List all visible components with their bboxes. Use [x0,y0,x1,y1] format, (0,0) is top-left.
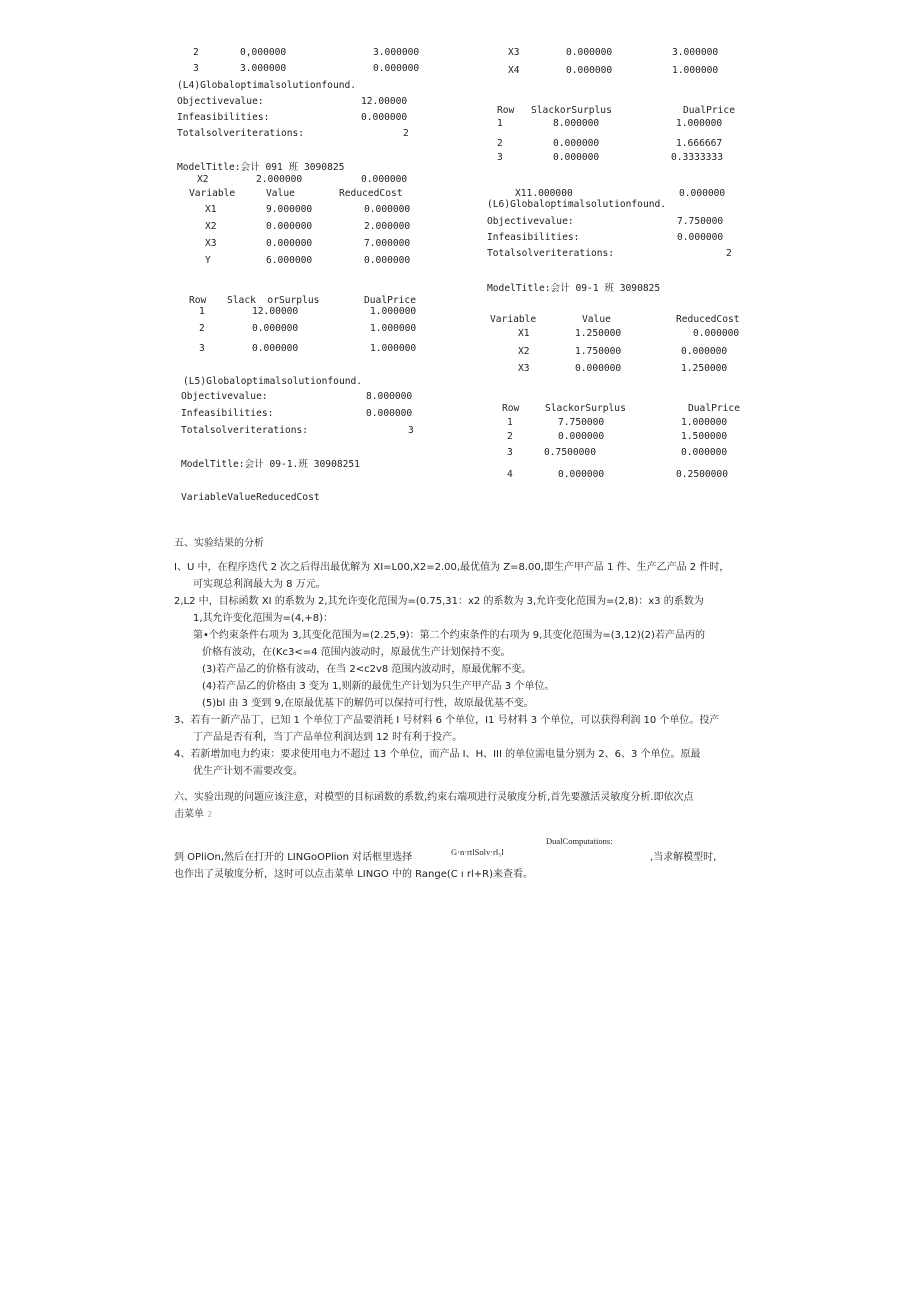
row-slack: 7.750000 [558,417,605,428]
column-header: SlackorSurplus [531,105,612,116]
paragraph-line: 丁产品是否有利，当丁产品单位利润达到 12 时有利于投产。 [193,732,463,743]
var-name: X3 [518,363,530,374]
var-value: 0.000000 [566,65,613,76]
stat-label: Infeasibilities: [177,112,270,123]
column-header: Row [497,105,515,116]
stat-label: Infeasibilities: [181,408,274,419]
paragraph-line: 1,其允许变化范围为=(4,+8)： [193,613,334,624]
paragraph-text: ,当求解模型时, [650,852,717,863]
row-dual: 1.000000 [681,417,728,428]
var-value: 0.000000 [266,221,313,232]
row-dual: 1.000000 [370,306,417,317]
paragraph-line: 也作出了灵敏度分析，这时可以点击菜单 LINGO 中的 Range(C ı rl+R)来查看。 [174,869,533,880]
row-dual: 1.500000 [681,431,728,442]
var-value: 1.750000 [575,346,622,357]
column-header: DualPrice [688,403,740,414]
analysis-item-1 [174,559,754,780]
column-header: Row [502,403,520,414]
paragraph-line: (5)bl 由 3 变到 9,在原最优基下的解仍可以保持可行性，故原最优基不变。 [202,698,534,709]
var-name: X1 [205,204,217,215]
var-value: 1.250000 [575,328,622,339]
stat-value: 7.750000 [677,216,724,227]
var-reduced-cost: 0.000000 [693,328,740,339]
row-slack: 0.000000 [558,469,605,480]
row-index: 2 [199,323,205,334]
row-value: 3.000000 [240,63,287,74]
column-header: DualPrice [364,295,416,306]
stat-label: Objectivevalue: [181,391,268,402]
paragraph-line: 2,L2 中，目标函数 XI 的系数为 2,其允许变化范围为=(0.75,31：x2 的系数为 3,允许变化范围为=(2,8)：x3 的系数为 [174,596,704,607]
row-value: 3.000000 [373,47,420,58]
row-dual: 0.000000 [681,447,728,458]
column-header: VariableValueReducedCost [181,492,320,503]
row-index: 1 [497,118,503,129]
paragraph-line: 第•个约束条件右项为 3,其变化范围为=(2.25,9)：第二个约束条件的右项为 9,其变化范围为=(3,12)(2)若产品丙的 [193,630,705,641]
row-dual: 1.000000 [370,343,417,354]
paragraph-line: 价格有波动，在(Kc3<=4 范围内波动时，原最优生产计划保持不变。 [202,647,511,658]
row-dual: 1.000000 [676,118,723,129]
var-reduced-cost: 3.000000 [672,47,719,58]
row-slack: 8.000000 [553,118,600,129]
row-index: 4 [507,469,513,480]
solver-option-text: G·n·rtlSolv·r‖₅l [451,847,504,857]
var-value: 6.000000 [266,255,313,266]
var-reduced-cost: 0.000000 [681,346,728,357]
row-index: 3 [507,447,513,458]
row-dual: 0.3333333 [671,152,723,163]
row-index: 1 [507,417,513,428]
row-dual: 0.2500000 [676,469,728,480]
paragraph-line [174,806,754,823]
var-value: 2.000000 [256,174,303,185]
var-reduced-cost: 0.000000 [364,255,411,266]
var-name: Y [205,255,211,266]
row-index: 2 [507,431,513,442]
var-name: X3 [205,238,217,249]
var-row: X11.000000 [515,188,573,199]
var-reduced-cost: 0.000000 [679,188,726,199]
var-name: X2 [518,346,530,357]
row-slack: 0.000000 [553,138,600,149]
dual-computations-label: DualComputations: [546,836,613,846]
column-header: ReducedCost [339,188,403,199]
paragraph-line: (4)若产品乙的价格由 3 变为 1,则新的最优生产计划为只生产甲产品 3 个单位。 [202,681,555,692]
paragraph-line: 3、若有一新产品丁，已知 1 个单位丁产品要消耗 I 号材料 6 个单位，I1 号材料 3 个单位，可以获得利润 10 个单位。投产 [174,715,720,726]
row-slack: 0.000000 [558,431,605,442]
column-header: Slack orSurplus [227,295,320,306]
var-name: X2 [197,174,209,185]
row-index: 2 [193,47,199,58]
stat-value: 0.000000 [366,408,413,419]
var-reduced-cost: 0.000000 [361,174,408,185]
stat-value: 12.00000 [361,96,408,107]
row-slack: 0.000000 [252,343,299,354]
column-header: Value [582,314,611,325]
row-value: 0,000000 [240,47,287,58]
paragraph-line: 六、实验出现的问题应该注意，对模型的目标函数的系数,约束右端项进行灵敏度分析,首先要激活灵敏度分析.即依次点 [174,792,694,803]
var-value: 0.000000 [566,47,613,58]
var-reduced-cost: 0.000000 [364,204,411,215]
row-dual: 1.000000 [370,323,417,334]
column-header: Variable [189,188,236,199]
var-name: X2 [205,221,217,232]
row-index: 3 [497,152,503,163]
var-reduced-cost: 1.000000 [672,65,719,76]
stat-label: Totalsolveriterations: [487,248,615,259]
section-heading: 五、实验结果的分析 [174,538,264,549]
row-index: 1 [199,306,205,317]
paragraph-line: 优生产计划不需要改变。 [193,766,303,777]
var-reduced-cost: 2.000000 [364,221,411,232]
stat-label: Totalsolveriterations: [177,128,305,139]
row-dual: 1.666667 [676,138,723,149]
column-header: Variable [490,314,537,325]
model-title: ModelTitle:会计 09-1.班 30908251 [181,459,360,470]
paragraph-line: 可实现总利润最大为 8 万元。 [193,579,326,590]
menu-text: 击菜单 [174,809,204,820]
stat-value: 2 [403,128,409,139]
solution-found-label: (L4)Globaloptimalsolutionfound. [177,80,357,91]
solution-found-label: (L6)Globaloptimalsolutionfound. [487,199,667,210]
model-title: ModelTitle:会计 091 班 3090825 [177,162,345,173]
model-title: ModelTitle:会计 09-1 班 3090825 [487,283,661,294]
var-value: 9.000000 [266,204,313,215]
var-value: 0.000000 [266,238,313,249]
stat-label: Objectivevalue: [487,216,574,227]
var-reduced-cost: 7.000000 [364,238,411,249]
column-header: Value [266,188,295,199]
row-slack: 0.000000 [252,323,299,334]
stat-value: 0.000000 [677,232,724,243]
stat-label: Objectivevalue: [177,96,264,107]
var-name: X3 [508,47,520,58]
stat-value: 0.000000 [361,112,408,123]
paragraph-text: 到 OPliOn,然后在打开的 LINGoOPlion 对话框里选择 [174,852,413,863]
row-value: 0.000000 [373,63,420,74]
paragraph-line: 4、若新增加电力约束：要求使用电力不超过 13 个单位，而产品 I、H、III 的单位需电量分别为 2、6、3 个单位。原最 [174,749,701,760]
row-slack: 0.7500000 [544,447,596,458]
stat-label: Totalsolveriterations: [181,425,309,436]
column-header: Row [189,295,207,306]
var-reduced-cost: 1.250000 [681,363,728,374]
var-name: X1 [518,328,530,339]
var-name: X4 [508,65,520,76]
var-value: 0.000000 [575,363,622,374]
row-slack: 0.000000 [553,152,600,163]
row-slack: 12.00000 [252,306,299,317]
solution-found-label: (L5)Globaloptimalsolutionfound. [183,376,363,387]
stat-value: 3 [408,425,414,436]
row-index: 3 [193,63,199,74]
stat-label: Infeasibilities: [487,232,580,243]
stat-value: 8.000000 [366,391,413,402]
column-header: DualPrice [683,105,735,116]
stat-value: 2 [726,248,732,259]
row-index: 2 [497,138,503,149]
column-header: ReducedCost [676,314,740,325]
paragraph-line: (3)若产品乙的价格有波动，在当 2<c2v8 范围内波动时，原最优解不变。 [202,664,532,675]
marker-text: 2 [207,810,213,819]
row-index: 3 [199,343,205,354]
column-header: SlackorSurplus [545,403,626,414]
paragraph-line: I、U 中，在程序迭代 2 次之后得出最优解为 XI=L00,X2=2.00,最优值为 Z=8.00,即生产甲产品 1 件、生产乙产品 2 件时， [174,562,730,573]
